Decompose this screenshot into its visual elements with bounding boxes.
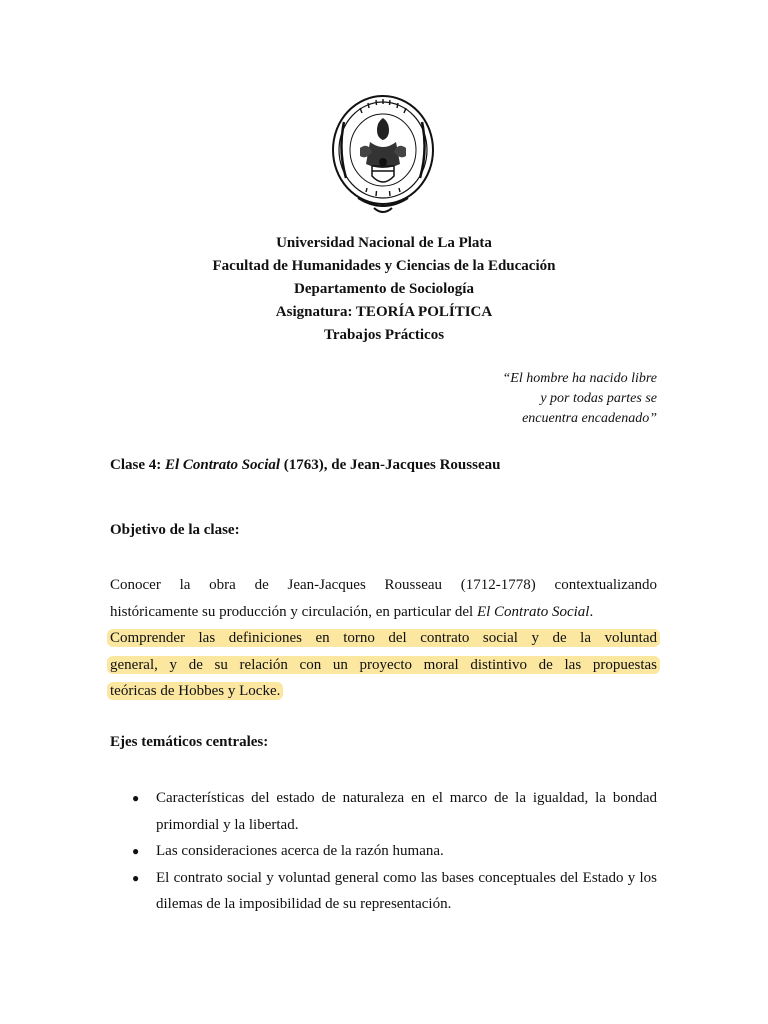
highlighted-line [110,678,657,705]
objective-work-title: El Contrato Social [476,603,590,620]
highlighted-line [110,625,657,652]
list-item-text: Características del estado de naturaleza en el marco de la igualdad, la bondad primordial y la libertad. [156,790,657,833]
class-title-suffix: (1763), de Jean-Jacques Rousseau [280,457,501,473]
objective-line: Conocer la obra de Jean-Jacques Rousseau (1712-1778) contextualizando [110,577,657,593]
list-item-text: Las consideraciones acerca de la razón humana. [156,843,444,859]
faculty-name: Facultad de Humanidades y Ciencias de la Educación [212,258,556,274]
list-item [110,865,657,918]
objective-paragraph [110,572,657,705]
objective-line [110,599,657,626]
class-title-prefix: Clase 4: [110,457,165,473]
list-item [110,785,657,838]
class-work-title: El Contrato Social [165,457,281,473]
epigraph-line: y por todas partes se [540,391,657,406]
list-item [110,838,657,865]
bullet-icon: ● [132,844,140,858]
epigraph-line: “El hombre ha nacido libre [502,371,657,386]
subject-name: Asignatura: TEORÍA POLÍTICA [275,304,493,320]
bullet-icon: ● [132,791,140,805]
bullet-icon: ● [132,870,140,885]
university-name: Universidad Nacional de La Plata [276,235,492,251]
highlighted-line [110,652,657,679]
epigraph-quote [502,369,657,429]
class-title [110,457,500,474]
text-highlight: general, y de su relación con un proyecto moral distintivo de las propuestas [107,656,660,674]
objective-line-text: históricamente su producción y circulación, en particular del [110,603,477,620]
objective-heading: Objetivo de la clase: [110,522,240,538]
university-seal-logo [330,92,436,216]
objective-line-end: . [589,603,594,620]
document-header [0,232,768,347]
text-highlight: Comprender las definiciones en torno del contrato social y de la voluntad [107,629,660,647]
text-highlight: teóricas de Hobbes y Locke. [107,682,283,700]
course-type: Trabajos Prácticos [323,327,445,343]
list-item-text: El contrato social y voluntad general como las bases conceptuales del Estado y los dilemas de la imposibilidad de su representación. [156,869,657,912]
themes-list [110,785,657,918]
themes-heading: Ejes temáticos centrales: [110,734,269,750]
epigraph-line: encuentra encadenado” [522,411,657,426]
department-name: Departamento de Sociología [294,281,474,297]
